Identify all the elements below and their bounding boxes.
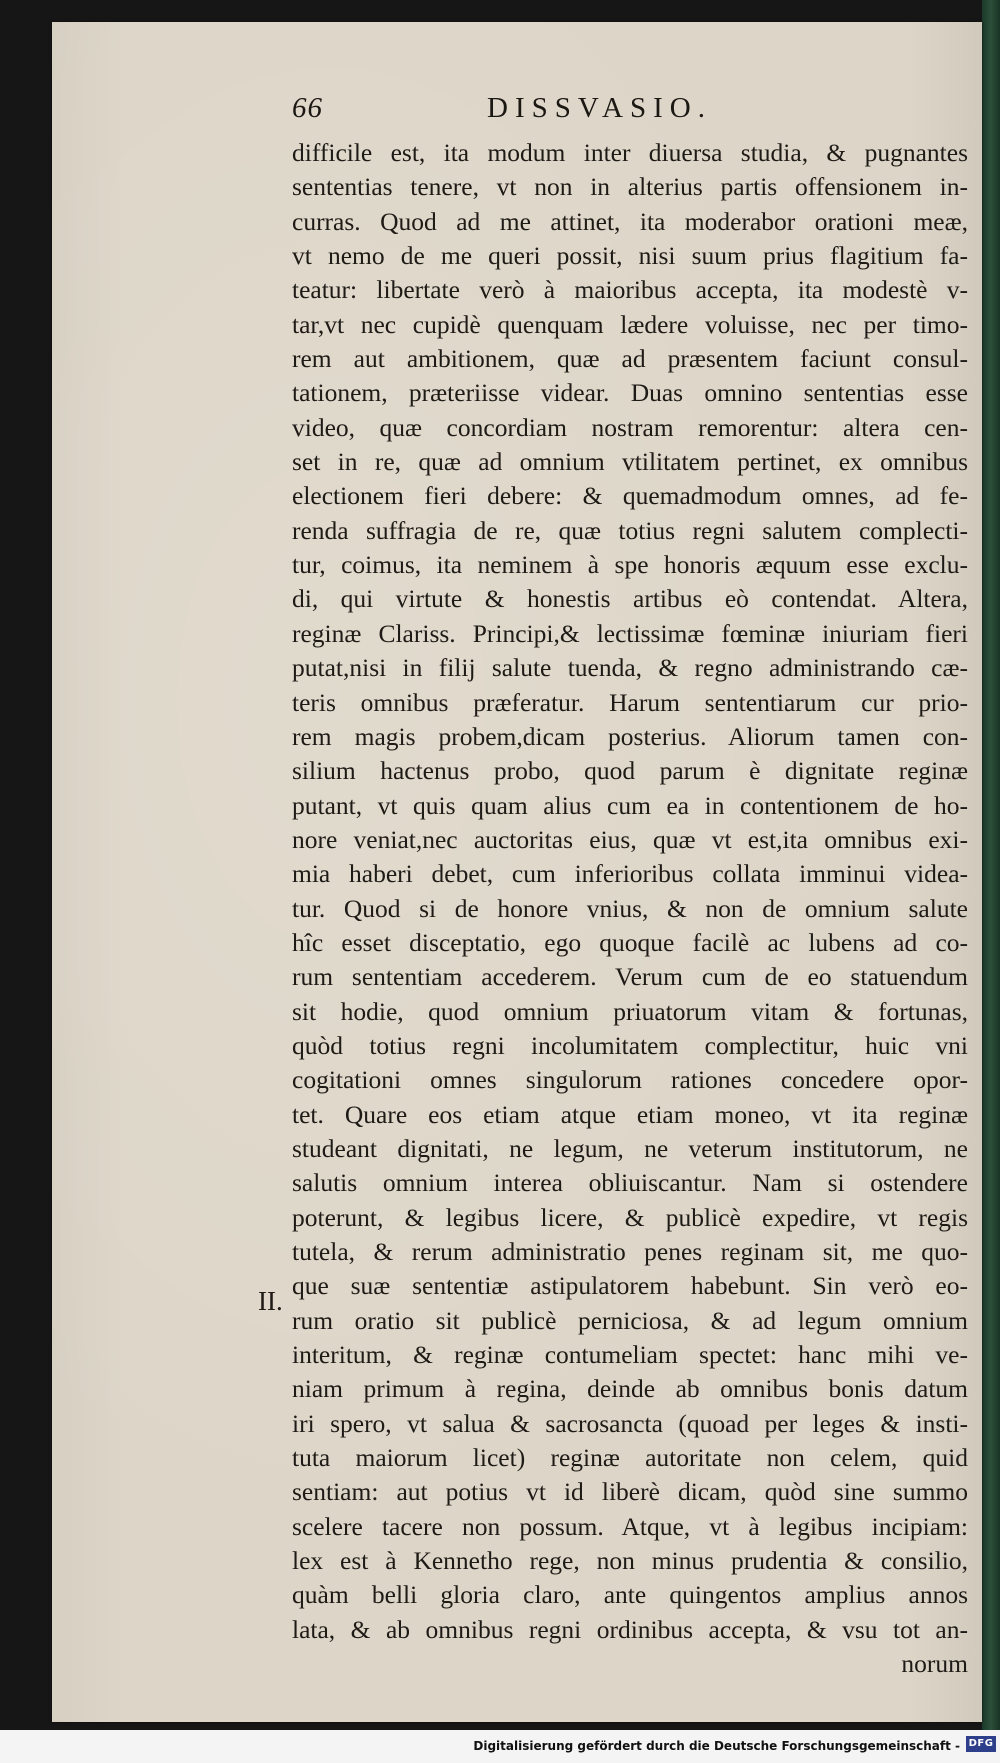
text-line: di, qui virtute & honestis artibus eò contendat. Altera,: [292, 584, 968, 614]
text-line: tur. Quod si de honore vnius, & non de omnium salute: [292, 893, 968, 923]
text-line: quòd totius regni incolumitatem complectitur, huic vni: [292, 1030, 968, 1060]
footer-credit: Digitalisierung gefördert durch die Deutsche Forschungsgemeinschaft -: [473, 1739, 960, 1753]
text-line: lex est à Kennetho rege, non minus prudentia & consilio,: [292, 1546, 968, 1576]
text-line: sententias tenere, vt non in alterius partis offensionem in-: [292, 172, 968, 202]
text-line: rem magis probem,dicam posterius. Aliorum tamen con-: [292, 721, 968, 751]
text-line: iri spero, vt salua & sacrosancta (quoad per leges & insti-: [292, 1408, 968, 1438]
page-header: [292, 92, 762, 132]
text-line: electionem fieri debere: & quemadmodum omnes, ad fe-: [292, 481, 968, 511]
text-line: tur, coimus, ita neminem à spe honoris æquum esse exclu-: [292, 550, 968, 580]
text-line: set in re, quæ ad omnium vtilitatem pertinet, ex omnibus: [292, 447, 968, 477]
text-line: sentiam: aut potius vt id liberè dicam, quòd sine summo: [292, 1477, 968, 1507]
text-line: tet. Quare eos etiam atque etiam moneo, vt ita reginæ: [292, 1099, 968, 1129]
text-line: tationem, præteriisse videar. Duas omnino sententias esse: [292, 378, 968, 408]
text-line: putant, vt quis quam alius cum ea in contentionem de ho-: [292, 790, 968, 820]
text-line: nore veniat,nec auctoritas eius, quæ vt est,ita omnibus exi-: [292, 824, 968, 854]
body-text: [292, 136, 968, 1681]
text-line: vt nemo de me queri possit, nisi suum prius flagitium fa-: [292, 241, 968, 271]
text-line: scelere tacere non possum. Atque, vt à legibus incipiam:: [292, 1511, 968, 1541]
dfg-logo: DFG: [966, 1736, 996, 1752]
text-line: tar,vt nec cupidè quenquam lædere voluisse, nec per timo-: [292, 309, 968, 339]
text-line: sit hodie, quod omnium priuatorum vitam & fortunas,: [292, 996, 968, 1026]
running-title: DISSVASIO.: [487, 92, 712, 124]
text-line: video, quæ concordiam nostram remorentur: altera cen-: [292, 412, 968, 442]
text-line: renda suffragia de re, quæ totius regni salutem complecti-: [292, 515, 968, 545]
text-line: cogitationi omnes singulorum rationes concedere opor-: [292, 1065, 968, 1095]
text-line: rum oratio sit publicè perniciosa, & ad legum omnium: [292, 1305, 968, 1335]
text-line: tutela, & rerum administratio penes reginam sit, me quo-: [292, 1237, 968, 1266]
text-line: putat,nisi in filij salute tuenda, & regno administrando cæ-: [292, 653, 968, 683]
book-cover-edge: [982, 0, 1000, 1730]
marginal-note: II.: [258, 1286, 283, 1316]
text-line: rem aut ambitionem, quæ ad præsentem faciunt consul-: [292, 344, 968, 374]
text-line: difficile est, ita modum inter diuersa studia, & pugnantes: [292, 138, 968, 167]
text-line: tuta maiorum licet) reginæ autoritate non celem, quid: [292, 1443, 968, 1473]
text-line: hîc esset disceptatio, ego quoque facilè ac lubens ad co-: [292, 927, 968, 957]
text-line: poterunt, & legibus licere, & publicè expedire, vt regis: [292, 1202, 968, 1232]
text-line: salutis omnium interea obliuiscantur. Nam si ostendere: [292, 1168, 968, 1198]
text-line: rum sententiam accederem. Verum cum de eo statuendum: [292, 962, 968, 992]
page-number: 66: [292, 92, 323, 124]
text-line: quàm belli gloria claro, ante quingentos amplius annos: [292, 1580, 968, 1610]
text-line: curras. Quod ad me attinet, ita moderabor orationi meæ,: [292, 206, 968, 236]
text-line: interitum, & reginæ contumeliam spectet: hanc mihi ve-: [292, 1340, 968, 1370]
text-line: silium hactenus probo, quod parum è dignitate reginæ: [292, 756, 968, 786]
text-line: que suæ sententiæ astipulatorem habebunt. Sin verò eo-: [292, 1271, 968, 1301]
text-line: teatur: libertate verò à maioribus accepta, ita modestè v-: [292, 275, 968, 305]
text-line: mia haberi debet, cum inferioribus collata imminui videa-: [292, 859, 968, 889]
text-line: studeant dignitati, ne legum, ne veterum institutorum, ne: [292, 1133, 968, 1163]
text-line: lata, & ab omnibus regni ordinibus accepta, & vsu tot an-: [292, 1614, 968, 1644]
text-line: norum: [901, 1649, 968, 1679]
text-line: niam primum à regina, deinde ab omnibus bonis datum: [292, 1374, 968, 1404]
text-line: teris omnibus præferatur. Harum sententiarum cur prio-: [292, 687, 968, 717]
text-line: reginæ Clariss. Principi,& lectissimæ fœminæ iniuriam fieri: [292, 618, 968, 648]
